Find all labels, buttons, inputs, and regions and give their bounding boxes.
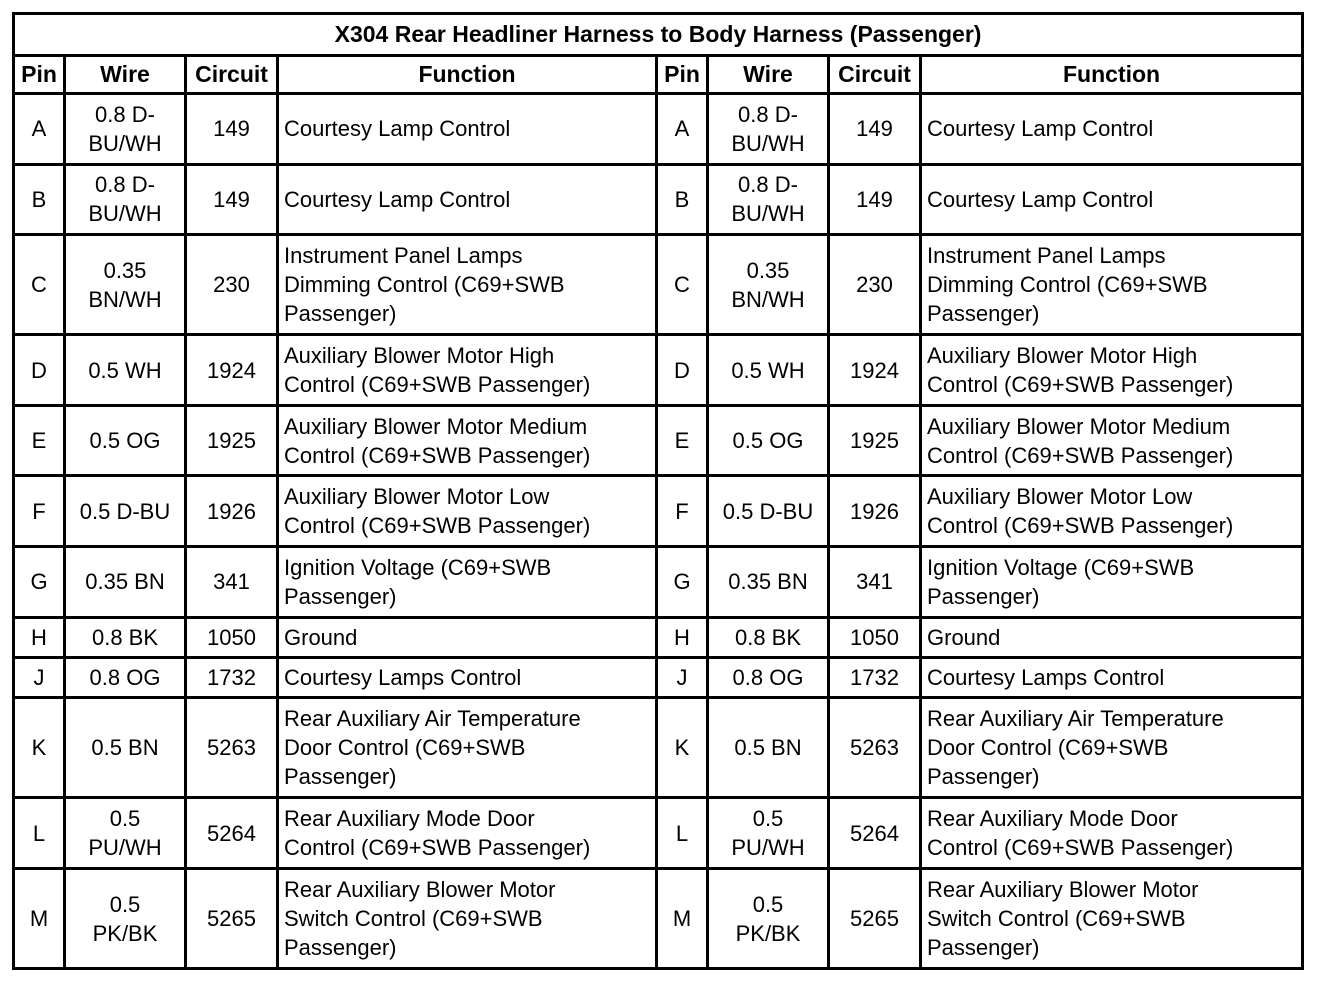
pin-cell-left: H	[14, 617, 65, 657]
wire-line: 0.8 OG	[89, 665, 161, 691]
wire-cell-left	[65, 405, 186, 476]
header-pin-right: Pin	[657, 56, 708, 94]
pin-cell-left: G	[14, 547, 65, 618]
function-cell-left	[278, 617, 657, 657]
header-wire-right: Wire	[708, 56, 829, 94]
function-line: Courtesy Lamps Control	[927, 665, 1165, 691]
table-row	[14, 617, 1303, 657]
pin-cell-left: B	[14, 164, 65, 235]
wire-cell-left	[65, 476, 186, 547]
function-line: Rear Auxiliary Mode Door	[284, 806, 535, 832]
wire-line: BN/WH	[88, 286, 162, 312]
wire-line: 0.5 OG	[732, 428, 804, 454]
function-cell-right	[921, 405, 1303, 476]
pin-cell-right: E	[657, 405, 708, 476]
pin-cell-right: G	[657, 547, 708, 618]
function-line: Switch Control (C69+SWB	[927, 906, 1186, 931]
circuit-cell-right: 1924	[829, 335, 921, 406]
function-cell-right	[921, 698, 1303, 798]
function-cell-left	[278, 235, 657, 335]
header-circuit-right: Circuit	[829, 56, 921, 94]
wire-line: 0.5	[752, 806, 784, 832]
function-line: Door Control (C69+SWB	[927, 735, 1169, 761]
wire-line: 0.5	[109, 891, 141, 917]
function-line: Auxiliary Blower Motor High	[284, 343, 555, 368]
wire-line: 0.35	[103, 257, 147, 283]
function-cell-right	[921, 658, 1303, 698]
wire-line: PU/WH	[731, 835, 805, 861]
header-wire-left: Wire	[65, 56, 186, 94]
wire-cell-right	[708, 869, 829, 969]
wire-cell-right	[708, 335, 829, 406]
function-line: Auxiliary Blower Motor Medium	[284, 413, 588, 439]
wire-line: 0.5 BN	[91, 735, 159, 761]
wire-line: 0.5 OG	[89, 428, 161, 454]
circuit-cell-left: 5264	[186, 798, 278, 869]
pin-cell-right: L	[657, 798, 708, 869]
circuit-cell-right: 1926	[829, 476, 921, 547]
wire-line: 0.8 OG	[732, 665, 804, 691]
pin-cell-left: F	[14, 476, 65, 547]
function-cell-left	[278, 335, 657, 406]
table-row	[14, 164, 1303, 235]
function-cell-left	[278, 869, 657, 969]
function-line: Control (C69+SWB Passenger)	[927, 835, 1234, 861]
function-line: Passenger)	[927, 301, 1040, 327]
wire-cell-left	[65, 164, 186, 235]
function-line: Auxiliary Blower Motor Medium	[927, 413, 1231, 439]
wire-line: BU/WH	[731, 201, 805, 227]
function-line: Dimming Control (C69+SWB	[284, 272, 565, 298]
wire-line: 0.8 BK	[734, 624, 802, 650]
function-cell-right	[921, 869, 1303, 969]
wire-cell-right	[708, 617, 829, 657]
wire-line: PU/WH	[88, 835, 162, 861]
function-cell-left	[278, 405, 657, 476]
function-cell-left	[278, 698, 657, 798]
circuit-cell-left: 1732	[186, 658, 278, 698]
circuit-cell-left: 1926	[186, 476, 278, 547]
pin-cell-right: H	[657, 617, 708, 657]
wire-line: 0.5 D-BU	[722, 498, 814, 524]
pin-cell-left: C	[14, 235, 65, 335]
table-row	[14, 869, 1303, 969]
table-row	[14, 476, 1303, 547]
function-line: Auxiliary Blower Motor High	[927, 343, 1198, 368]
circuit-cell-left: 1925	[186, 405, 278, 476]
pin-cell-right: M	[657, 869, 708, 969]
header-pin-left: Pin	[14, 56, 65, 94]
function-line: Passenger)	[927, 764, 1040, 790]
circuit-cell-right: 230	[829, 235, 921, 335]
function-cell-right	[921, 617, 1303, 657]
function-cell-right	[921, 164, 1303, 235]
function-line: Auxiliary Blower Motor Low	[927, 484, 1193, 510]
wire-cell-right	[708, 164, 829, 235]
wire-cell-left	[65, 698, 186, 798]
function-line: Instrument Panel Lamps	[927, 243, 1166, 269]
function-line: Rear Auxiliary Blower Motor	[927, 877, 1199, 902]
circuit-cell-right: 5265	[829, 869, 921, 969]
wire-line: 0.35 BN	[85, 569, 165, 595]
function-cell-right	[921, 235, 1303, 335]
pin-cell-right: K	[657, 698, 708, 798]
function-line: Rear Auxiliary Air Temperature	[927, 706, 1224, 732]
function-line: Courtesy Lamp Control	[927, 116, 1154, 142]
function-cell-left	[278, 476, 657, 547]
function-cell-right	[921, 547, 1303, 618]
function-line: Control (C69+SWB Passenger)	[284, 835, 591, 861]
table-row	[14, 798, 1303, 869]
function-cell-left	[278, 94, 657, 165]
wire-line: 0.5 D-BU	[79, 498, 171, 524]
circuit-cell-left: 341	[186, 547, 278, 618]
connector-table	[12, 12, 1304, 970]
function-line: Instrument Panel Lamps	[284, 243, 523, 269]
circuit-cell-right: 1925	[829, 405, 921, 476]
circuit-cell-left: 149	[186, 164, 278, 235]
wire-cell-left	[65, 547, 186, 618]
function-line: Courtesy Lamp Control	[284, 116, 511, 142]
function-cell-left	[278, 164, 657, 235]
pin-cell-right: B	[657, 164, 708, 235]
function-line: Ground	[927, 624, 1001, 650]
pin-cell-left: D	[14, 335, 65, 406]
wire-line: BN/WH	[731, 286, 805, 312]
wire-cell-right	[708, 798, 829, 869]
pin-cell-left: A	[14, 94, 65, 165]
wire-cell-right	[708, 476, 829, 547]
function-cell-left	[278, 798, 657, 869]
function-line: Control (C69+SWB Passenger)	[284, 442, 591, 468]
wire-cell-right	[708, 235, 829, 335]
wire-line: 0.35 BN	[728, 569, 808, 595]
circuit-cell-right: 149	[829, 94, 921, 165]
wire-line: 0.5	[752, 891, 784, 917]
wire-cell-left	[65, 869, 186, 969]
table-row	[14, 335, 1303, 406]
wire-line: BU/WH	[88, 130, 162, 156]
function-line: Courtesy Lamp Control	[284, 186, 511, 212]
function-line: Courtesy Lamp Control	[927, 186, 1154, 212]
table-row	[14, 235, 1303, 335]
pin-cell-left: M	[14, 869, 65, 969]
function-line: Rear Auxiliary Blower Motor	[284, 877, 556, 902]
wire-line: PK/BK	[735, 920, 801, 946]
function-cell-right	[921, 476, 1303, 547]
wire-line: 0.5 WH	[88, 357, 162, 383]
wire-line: 0.8 D-	[738, 101, 798, 127]
circuit-cell-right: 5263	[829, 698, 921, 798]
pin-cell-left: J	[14, 658, 65, 698]
function-line: Passenger)	[284, 583, 397, 609]
circuit-cell-right: 149	[829, 164, 921, 235]
function-cell-right	[921, 94, 1303, 165]
wire-line: 0.5 BN	[734, 735, 802, 761]
circuit-cell-left: 230	[186, 235, 278, 335]
wire-cell-left	[65, 798, 186, 869]
table-row	[14, 405, 1303, 476]
circuit-cell-left: 1050	[186, 617, 278, 657]
wire-cell-right	[708, 405, 829, 476]
wire-cell-left	[65, 658, 186, 698]
pin-cell-right: C	[657, 235, 708, 335]
table-body	[14, 94, 1303, 969]
header-function-left: Function	[278, 56, 657, 94]
wire-line: 0.8 D-	[95, 101, 155, 127]
wire-line: 0.35	[746, 257, 790, 283]
wire-line: 0.5	[109, 806, 141, 832]
wire-cell-left	[65, 94, 186, 165]
function-line: Control (C69+SWB Passenger)	[284, 372, 591, 397]
pin-cell-right: J	[657, 658, 708, 698]
header-function-right: Function	[921, 56, 1303, 94]
table-row	[14, 658, 1303, 698]
wire-line: BU/WH	[731, 130, 805, 156]
function-line: Ground	[284, 624, 358, 650]
pin-cell-left: E	[14, 405, 65, 476]
function-cell-left	[278, 658, 657, 698]
function-line: Passenger)	[927, 935, 1040, 960]
function-line: Switch Control (C69+SWB	[284, 906, 543, 931]
pin-cell-left: L	[14, 798, 65, 869]
circuit-cell-left: 5263	[186, 698, 278, 798]
table-row	[14, 547, 1303, 618]
wire-line: 0.8 D-	[95, 172, 155, 198]
circuit-cell-right: 5264	[829, 798, 921, 869]
table-title: X304 Rear Headliner Harness to Body Harness (Passenger)	[14, 14, 1303, 56]
function-line: Passenger)	[284, 935, 397, 960]
function-line: Rear Auxiliary Mode Door	[927, 806, 1178, 832]
function-line: Dimming Control (C69+SWB	[927, 272, 1208, 298]
circuit-cell-left: 5265	[186, 869, 278, 969]
function-line: Control (C69+SWB Passenger)	[927, 442, 1234, 468]
function-cell-right	[921, 335, 1303, 406]
wire-line: 0.5 WH	[731, 357, 805, 383]
wire-line: 0.8 D-	[738, 172, 798, 198]
circuit-cell-left: 149	[186, 94, 278, 165]
wire-line: BU/WH	[88, 201, 162, 227]
circuit-cell-right: 1050	[829, 617, 921, 657]
wire-cell-left	[65, 617, 186, 657]
pin-cell-right: F	[657, 476, 708, 547]
function-line: Auxiliary Blower Motor Low	[284, 484, 550, 510]
table-row	[14, 94, 1303, 165]
header-circuit-left: Circuit	[186, 56, 278, 94]
wire-cell-right	[708, 658, 829, 698]
function-line: Door Control (C69+SWB	[284, 735, 526, 761]
function-line: Passenger)	[284, 764, 397, 790]
function-cell-right	[921, 798, 1303, 869]
function-line: Control (C69+SWB Passenger)	[927, 372, 1234, 397]
function-line: Ignition Voltage (C69+SWB	[284, 554, 552, 580]
wire-cell-left	[65, 235, 186, 335]
pin-cell-left: K	[14, 698, 65, 798]
wire-line: PK/BK	[92, 920, 158, 946]
function-line: Passenger)	[927, 583, 1040, 609]
wire-cell-right	[708, 698, 829, 798]
wire-cell-right	[708, 94, 829, 165]
function-line: Control (C69+SWB Passenger)	[284, 513, 591, 539]
circuit-cell-right: 341	[829, 547, 921, 618]
wire-cell-left	[65, 335, 186, 406]
function-line: Passenger)	[284, 301, 397, 327]
function-cell-left	[278, 547, 657, 618]
circuit-cell-right: 1732	[829, 658, 921, 698]
wire-cell-right	[708, 547, 829, 618]
wire-line: 0.8 BK	[91, 624, 159, 650]
function-line: Courtesy Lamps Control	[284, 665, 522, 691]
pin-cell-right: D	[657, 335, 708, 406]
function-line: Rear Auxiliary Air Temperature	[284, 706, 581, 732]
circuit-cell-left: 1924	[186, 335, 278, 406]
pin-cell-right: A	[657, 94, 708, 165]
function-line: Control (C69+SWB Passenger)	[927, 513, 1234, 539]
table-row	[14, 698, 1303, 798]
function-line: Ignition Voltage (C69+SWB	[927, 554, 1195, 580]
